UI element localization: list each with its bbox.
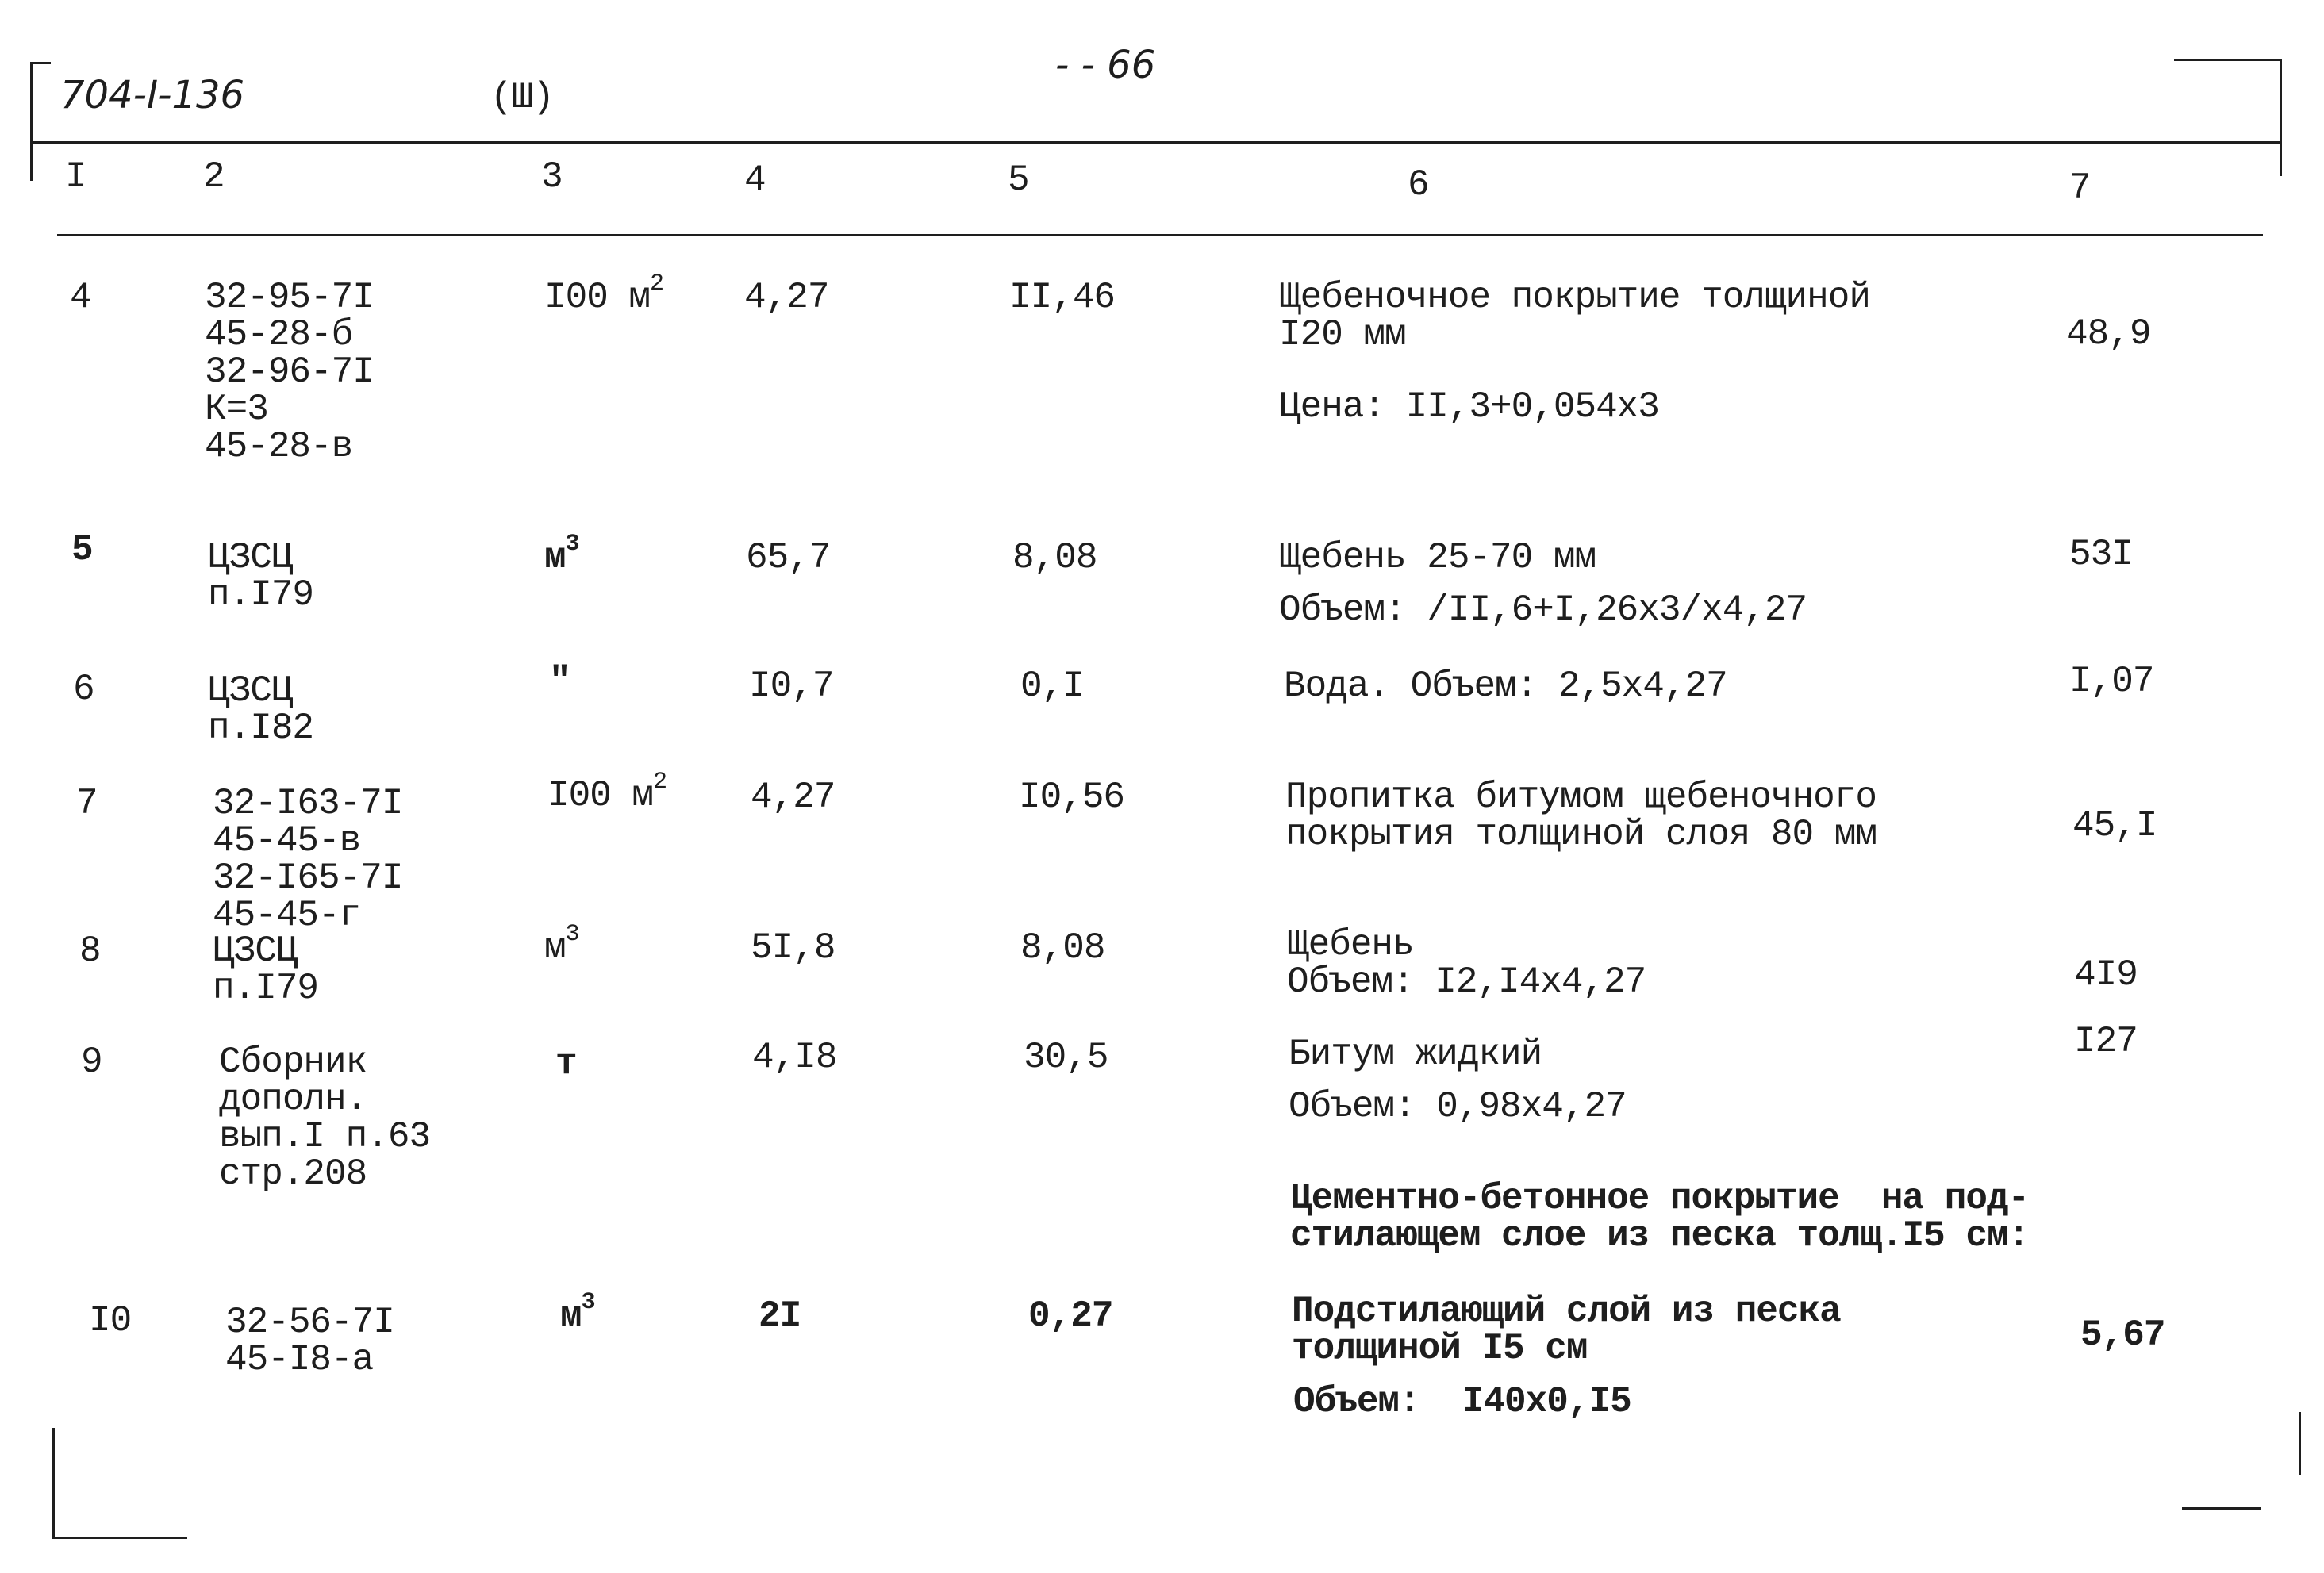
row-8-unit-exponent: 3 bbox=[565, 921, 579, 948]
row-7-total: 45,I bbox=[2072, 805, 2157, 846]
row-5-note: Объем: /II,6+I,26x3/x4,27 bbox=[1279, 589, 1807, 631]
row-6-unit: " bbox=[549, 661, 570, 702]
row-6-description: Вода. Объем: 2,5x4,27 bbox=[1284, 666, 1727, 707]
page-number: - - 66 bbox=[1055, 43, 1156, 87]
row-4-description: Щебеночное покрытие толщиной I20 мм bbox=[1279, 277, 1870, 355]
row-10-unit bbox=[560, 1289, 595, 1337]
row-8-unit bbox=[544, 921, 579, 969]
row-8-total: 4I9 bbox=[2074, 954, 2138, 996]
row-10-note: Объем: I40x0,I5 bbox=[1293, 1381, 1631, 1422]
row-5-unit-exponent: 3 bbox=[565, 531, 579, 558]
column-header-7: 7 bbox=[2069, 167, 2091, 209]
row-4-total: 48,9 bbox=[2066, 313, 2151, 355]
row-10-number: I0 bbox=[89, 1300, 132, 1341]
row-9-note: Объем: 0,98x4,27 bbox=[1289, 1086, 1627, 1127]
row-4-unit-exponent: 2 bbox=[650, 270, 664, 297]
header-rule bbox=[30, 141, 2282, 144]
frame-right-bottom bbox=[2299, 1412, 2301, 1475]
column-header-3: 3 bbox=[541, 156, 563, 198]
frame-bottom-left bbox=[52, 1537, 187, 1539]
row-6-quantity: I0,7 bbox=[749, 666, 834, 707]
row-6-total: I,07 bbox=[2069, 661, 2154, 702]
row-7-unit bbox=[547, 769, 667, 816]
column-header-5: 5 bbox=[1008, 159, 1029, 201]
section-heading: Цементно-бетонное покрытие на под- стилающем слое из песка толщ.I5 см: bbox=[1290, 1178, 2030, 1256]
row-4-reference: 32-95-7I 45-28-б 32-96-7I К=3 45-28-в bbox=[205, 277, 374, 467]
row-9-unit: т bbox=[555, 1043, 577, 1084]
frame-right-top bbox=[2280, 59, 2282, 176]
row-4-quantity: 4,27 bbox=[744, 277, 829, 318]
row-9-description: Битум жидкий bbox=[1289, 1034, 1542, 1075]
row-5-quantity: 65,7 bbox=[746, 537, 831, 578]
row-5-reference: ЦЗСЦ п.I79 bbox=[208, 537, 314, 616]
row-10-price: 0,27 bbox=[1028, 1295, 1113, 1337]
row-7-number: 7 bbox=[76, 783, 98, 824]
row-10-total: 5,67 bbox=[2080, 1314, 2165, 1356]
column-header-6: 6 bbox=[1408, 164, 1429, 205]
frame-top-left-tick bbox=[30, 62, 51, 64]
section-mark: (Ш) bbox=[490, 77, 554, 118]
row-7-quantity: 4,27 bbox=[751, 777, 835, 818]
column-header-4: 4 bbox=[744, 159, 766, 201]
row-10-unit-text: м bbox=[560, 1295, 582, 1337]
row-4-unit bbox=[544, 270, 664, 318]
row-9-quantity: 4,I8 bbox=[752, 1037, 837, 1078]
row-9-number: 9 bbox=[81, 1042, 102, 1083]
row-5-price: 8,08 bbox=[1012, 537, 1097, 578]
row-5-description: Щебень 25-70 мм bbox=[1279, 537, 1596, 578]
frame-bottom-right bbox=[2182, 1507, 2261, 1510]
row-5-unit bbox=[544, 531, 579, 578]
row-8-reference: ЦЗСЦ п.I79 bbox=[213, 930, 319, 1009]
document-code: 704-I-136 bbox=[60, 73, 245, 117]
row-9-price: 30,5 bbox=[1024, 1037, 1108, 1078]
row-10-unit-exponent: 3 bbox=[581, 1289, 595, 1316]
row-7-reference: 32-I63-7I 45-45-в 32-I65-7I 45-45-г bbox=[213, 783, 403, 936]
column-header-1: I bbox=[65, 156, 86, 198]
row-7-unit-exponent: 2 bbox=[653, 769, 667, 796]
row-8-unit-text: м bbox=[544, 927, 566, 969]
row-4-number: 4 bbox=[70, 277, 91, 318]
frame-left-bottom bbox=[52, 1428, 55, 1539]
row-6-price: 0,I bbox=[1020, 666, 1084, 707]
row-6-reference: ЦЗСЦ п.I82 bbox=[208, 670, 314, 749]
column-header-2: 2 bbox=[203, 156, 225, 198]
row-7-unit-text: I00 м bbox=[547, 775, 654, 816]
row-4-price: II,46 bbox=[1009, 277, 1116, 318]
frame-top-right bbox=[2174, 59, 2282, 61]
row-8-quantity: 5I,8 bbox=[751, 927, 835, 969]
row-8-description: Щебень Объем: I2,I4x4,27 bbox=[1287, 924, 1646, 1003]
row-6-number: 6 bbox=[73, 669, 94, 710]
frame-left-top bbox=[30, 62, 33, 181]
row-4-note: Цена: II,3+0,054x3 bbox=[1279, 386, 1659, 428]
row-5-total: 53I bbox=[2069, 534, 2133, 575]
row-9-total: I27 bbox=[2074, 1021, 2138, 1062]
row-5-unit-text: м bbox=[544, 537, 566, 578]
row-10-quantity: 2I bbox=[759, 1295, 801, 1337]
row-7-description: Пропитка битумом щебеночного покрытия толщиной слоя 80 мм bbox=[1285, 777, 1876, 855]
row-8-number: 8 bbox=[79, 930, 101, 972]
row-5-number: 5 bbox=[71, 529, 93, 570]
row-4-unit-text: I00 м bbox=[544, 277, 651, 318]
row-8-price: 8,08 bbox=[1020, 927, 1105, 969]
row-10-reference: 32-56-7I 45-I8-а bbox=[225, 1302, 394, 1380]
row-7-price: I0,56 bbox=[1019, 777, 1125, 818]
row-10-description: Подстилающий слой из песка толщиной I5 см bbox=[1292, 1291, 1841, 1369]
row-9-reference: Сборник дополн. вып.I п.63 стр.208 bbox=[219, 1042, 431, 1195]
column-header-rule bbox=[57, 234, 2263, 236]
